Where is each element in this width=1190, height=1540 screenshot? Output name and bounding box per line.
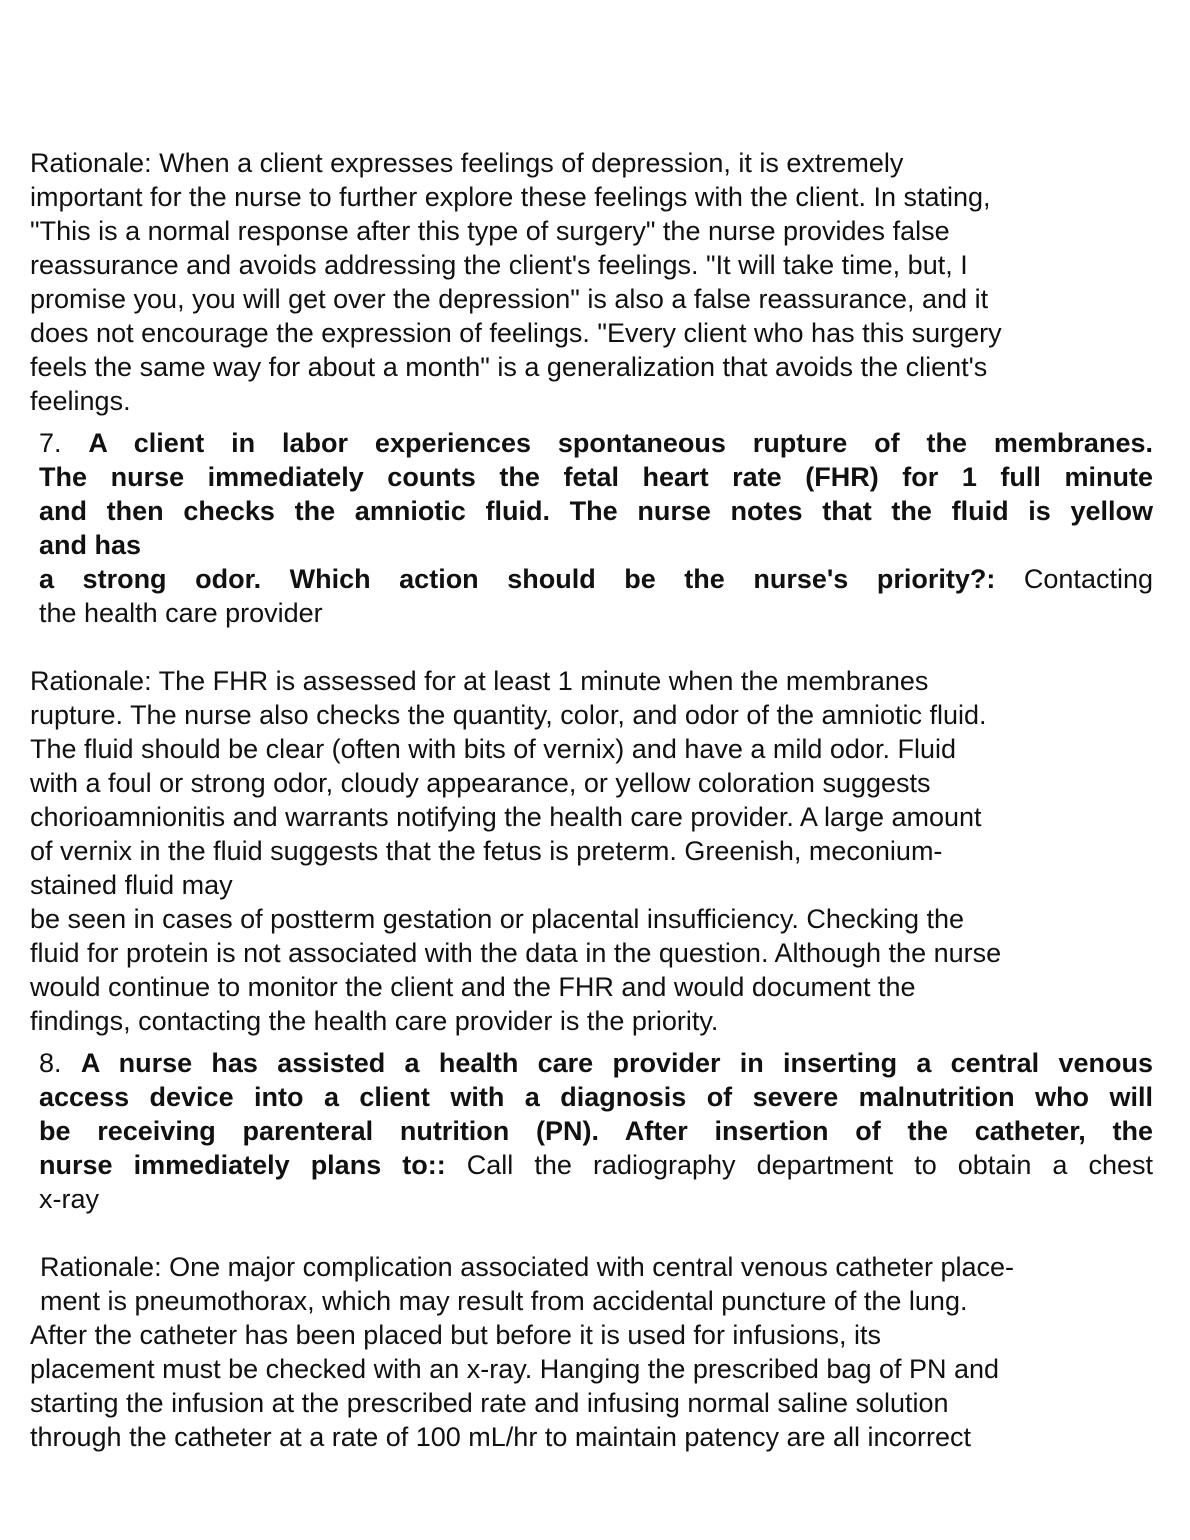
- rationale-line: placement must be checked with an x-ray. Hanging the prescribed bag of PN and: [30, 1354, 1000, 1384]
- answer-text: Contacting: [1023, 564, 1153, 594]
- question-text: be receiving parenteral nutrition (PN). After insertion of the catheter, the: [39, 1116, 1153, 1146]
- rationale-line: be seen in cases of postterm gestation or placental insufficiency. Checking the: [30, 904, 965, 934]
- rationale-line: important for the nurse to further explore these feelings with the client. In stating,: [30, 182, 991, 212]
- rationale-line: fluid for protein is not associated with the data in the question. Although the nurse: [30, 938, 1002, 968]
- answer-text: Call the radiography department to obtain a chest: [466, 1150, 1153, 1180]
- rationale-line: rupture. The nurse also checks the quantity, color, and odor of the amniotic fluid.: [30, 700, 987, 730]
- rationale-line: would continue to monitor the client and the FHR and would document the: [30, 972, 916, 1002]
- rationale-line: does not encourage the expression of feelings. "Every client who has this surgery: [30, 318, 1002, 348]
- answer-text: x-ray: [39, 1184, 99, 1214]
- rationale-line: feelings.: [30, 386, 131, 416]
- question-line: [39, 1046, 1153, 1080]
- question-line: [39, 426, 1153, 460]
- rationale-line: with a foul or strong odor, cloudy appearance, or yellow coloration suggests: [30, 768, 931, 798]
- question-line: [39, 1148, 1153, 1182]
- question-text: and has: [39, 530, 142, 560]
- question-line: [39, 494, 1153, 528]
- rationale-line: stained fluid may: [30, 870, 233, 900]
- rationale-line: findings, contacting the health care provider is the priority.: [30, 1006, 719, 1036]
- question-line: [39, 528, 141, 562]
- rationale-line: chorioamnionitis and warrants notifying the health care provider. A large amount: [30, 802, 982, 832]
- question-number: 8.: [39, 1048, 62, 1078]
- rationale-line: Rationale: The FHR is assessed for at least 1 minute when the membranes: [30, 666, 929, 696]
- rationale-line: After the catheter has been placed but before it is used for infusions, its: [30, 1320, 882, 1350]
- question-line: [39, 460, 1153, 494]
- rationale-line: starting the infusion at the prescribed rate and infusing normal saline solution: [30, 1388, 949, 1418]
- rationale-line: The fluid should be clear (often with bits of vernix) and have a mild odor. Fluid: [30, 734, 956, 764]
- question-line: [39, 562, 1153, 596]
- question-number: 7.: [39, 428, 62, 458]
- rationale-line: Rationale: One major complication associated with central venous catheter place-: [40, 1252, 1015, 1282]
- question-text: A nurse has assisted a health care provider in inserting a central venous: [80, 1048, 1153, 1078]
- rationale-line: feels the same way for about a month" is a generalization that avoids the client's: [30, 352, 988, 382]
- rationale-line: ment is pneumothorax, which may result from accidental puncture of the lung.: [40, 1286, 968, 1316]
- rationale-line: through the catheter at a rate of 100 mL/hr to maintain patency are all incorrect: [30, 1422, 972, 1452]
- rationale-line: "This is a normal response after this type of surgery" the nurse provides false: [30, 216, 950, 246]
- question-text: a strong odor. Which action should be the nurse's priority?:: [39, 564, 996, 594]
- question-text: nurse immediately plans to::: [39, 1150, 446, 1180]
- question-line: [39, 1114, 1153, 1148]
- rationale-line: promise you, you will get over the depression" is also a false reassurance, and it: [30, 284, 989, 314]
- rationale-line: reassurance and avoids addressing the client's feelings. "It will take time, but, I: [30, 250, 968, 280]
- question-text: access device into a client with a diagnosis of severe malnutrition who will: [39, 1082, 1153, 1112]
- question-text: and then checks the amniotic fluid. The nurse notes that the fluid is yellow: [39, 496, 1153, 526]
- question-text: The nurse immediately counts the fetal heart rate (FHR) for 1 full minute: [39, 462, 1153, 492]
- question-text: A client in labor experiences spontaneous rupture of the membranes.: [88, 428, 1153, 458]
- question-line: [39, 1080, 1153, 1114]
- rationale-line: Rationale: When a client expresses feelings of depression, it is extremely: [30, 148, 904, 178]
- answer-text: the health care provider: [39, 598, 323, 628]
- rationale-line: of vernix in the fluid suggests that the fetus is preterm. Greenish, meconium-: [30, 836, 943, 866]
